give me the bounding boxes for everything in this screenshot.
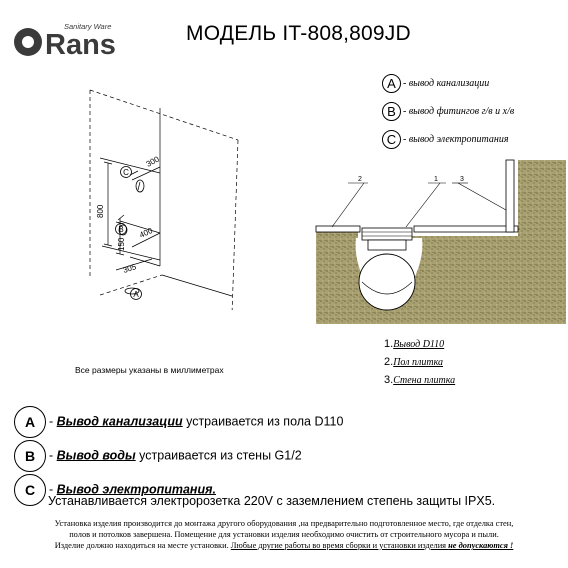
description-b: B - Вывод воды устраивается из стены G1/2 bbox=[14, 440, 302, 472]
floor-section-diagram bbox=[296, 60, 568, 340]
legend-letter-c: C bbox=[382, 130, 401, 149]
part-2: 2.Пол плитка bbox=[384, 356, 444, 368]
logo-brand: Rans bbox=[45, 29, 116, 60]
installation-notes bbox=[8, 518, 560, 551]
rans-logo bbox=[8, 20, 158, 60]
mark-c bbox=[121, 167, 132, 178]
callout-3: 3 bbox=[460, 176, 464, 183]
dimension-800: 800 bbox=[96, 204, 105, 218]
legend-text-a: - вывод канализации bbox=[403, 78, 490, 89]
logo-tagline: Sanitary Ware bbox=[64, 22, 112, 31]
part-3: 3.Стена плитка bbox=[384, 374, 456, 386]
drain-flange bbox=[362, 228, 412, 240]
drain-pipe-d110 bbox=[359, 254, 415, 310]
model-title: МОДЕЛЬ IT-808,809JD bbox=[186, 22, 411, 45]
description-letter-b: B bbox=[14, 440, 46, 472]
svg-text:B: B bbox=[118, 225, 124, 234]
description-letter-a: A bbox=[14, 406, 46, 438]
callout-2: 2 bbox=[358, 176, 362, 183]
mark-b bbox=[116, 224, 127, 235]
wall-tile bbox=[506, 160, 514, 232]
floor-tile-left bbox=[316, 226, 360, 232]
part-1: 1.Вывод D110 bbox=[384, 338, 445, 350]
installation-note-line-2: полов и потолков завершена. Помещение для установки изделия необходимо очистить от строительного мусора и пыли. bbox=[69, 530, 499, 539]
legend-text-c: - вывод электропитания bbox=[403, 134, 509, 145]
description-c: C - Вывод электропитания. bbox=[14, 474, 216, 506]
dimension-305: 305 bbox=[121, 262, 138, 275]
installation-note-line-1: Установка изделия производится до монтажа другого оборудования ,на предварительно подготовленное место, где отделка стен, bbox=[54, 519, 514, 528]
floor-tile-right bbox=[414, 226, 518, 232]
wall-outlet-diagram bbox=[0, 70, 290, 310]
legend-letter-b: B bbox=[382, 102, 401, 121]
dimensions-note: Все размеры указаны в миллиметрах bbox=[75, 365, 224, 375]
svg-text:C: C bbox=[123, 168, 129, 177]
dimension-150: 150 bbox=[117, 237, 126, 251]
dimension-400: 400 bbox=[138, 226, 154, 240]
svg-text:A: A bbox=[133, 290, 139, 299]
installation-note-line-3: Изделие должно находиться на месте установки. Любые другие работы во время сборки и установки изделия не допускаются ! bbox=[54, 541, 514, 550]
description-letter-c: C bbox=[14, 474, 46, 506]
callout-1: 1 bbox=[434, 176, 438, 183]
description-a: A - Вывод канализации устраивается из пола D110 bbox=[14, 406, 343, 438]
legend-text-b: - вывод фитингов г/в и х/в bbox=[403, 106, 515, 117]
dimension-300: 300 bbox=[144, 154, 161, 169]
legend-letter-a: A bbox=[382, 74, 401, 93]
electric-outlet-mark bbox=[136, 180, 144, 192]
description-c-line2: Устанавливается электророзетка 220V с заземлением степень защиты IPX5. bbox=[48, 494, 496, 508]
